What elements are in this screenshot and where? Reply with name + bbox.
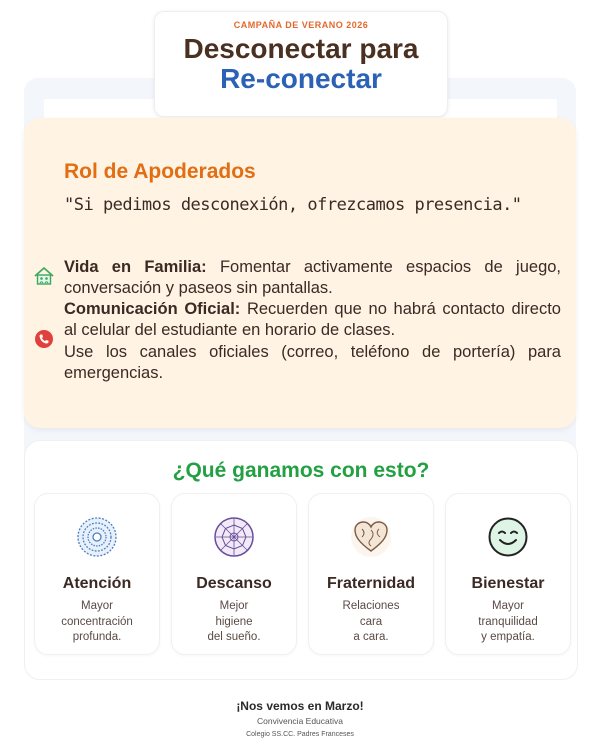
benefit-desc: Mayor tranquilidad y empatía. xyxy=(478,600,538,643)
benefit-card-fraternity xyxy=(308,493,434,655)
smiley-icon xyxy=(487,516,529,558)
communication-text: Recuerden que no habrá contacto directo al celular del estudiante en horario de clases. xyxy=(64,300,561,339)
title-line-1: Desconectar para xyxy=(183,33,419,64)
footer-department: Convivencia Educativa xyxy=(257,716,343,726)
benefit-label: Bienestar xyxy=(471,575,545,592)
benefit-label: Descanso xyxy=(196,575,272,592)
gains-card xyxy=(24,440,578,680)
benefit-desc: Relaciones cara a cara. xyxy=(342,600,400,643)
parents-role-card xyxy=(24,118,576,428)
mandala-icon xyxy=(76,516,118,558)
header-card xyxy=(154,11,448,117)
campaign-label: CAMPAÑA DE VERANO 2026 xyxy=(233,20,369,30)
title-line-2: Re-conectar xyxy=(220,63,382,94)
benefit-desc: Mayor concentración profunda. xyxy=(61,600,133,643)
communication-label: Comunicación Oficial: xyxy=(64,300,241,318)
dreamcatcher-icon xyxy=(213,516,255,558)
parents-quote: "Si pedimos desconexión, ofrezcamos presencia." xyxy=(64,195,522,215)
benefit-card-rest xyxy=(171,493,297,655)
gains-title: ¿Qué ganamos con esto? xyxy=(172,459,430,482)
phone-icon xyxy=(34,329,54,349)
family-text: Fomentar activamente espacios de juego, conversación y paseos sin pantallas. xyxy=(64,258,562,297)
parents-title: Rol de Apoderados xyxy=(64,160,256,183)
home-icon xyxy=(33,265,55,287)
benefit-card-wellbeing xyxy=(445,493,571,655)
family-rule xyxy=(64,257,561,299)
benefit-label: Atención xyxy=(62,575,132,592)
benefit-label: Fraternidad xyxy=(326,575,415,592)
family-label: Vida en Familia: xyxy=(64,258,207,276)
footer-farewell: ¡Nos vemos en Marzo! xyxy=(236,699,364,713)
channels-rule: Use los canales oficiales (correo, teléfono de portería) para emergencias. xyxy=(64,343,561,382)
heart-icon xyxy=(350,516,392,558)
benefit-desc: Mejor higiene del sueño. xyxy=(207,600,261,643)
benefit-card-attention xyxy=(34,493,160,655)
communication-rule xyxy=(64,299,561,341)
footer-school: Colegio SS.CC. Padres Franceses xyxy=(246,731,354,738)
